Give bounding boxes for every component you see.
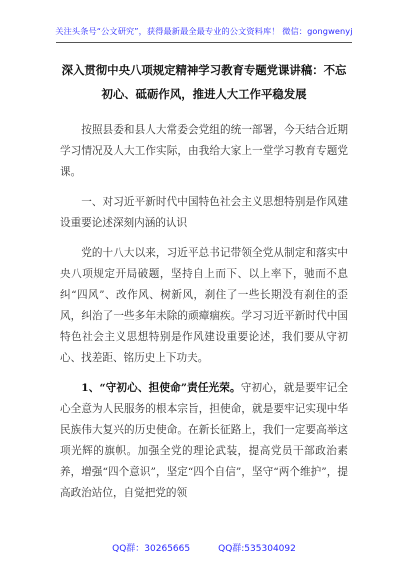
document-body bbox=[60, 58, 348, 504]
title-line-1: 深入贯彻中央八项规定精神学习教育专题党课讲稿：不忘 bbox=[61, 63, 347, 77]
document-title bbox=[60, 58, 348, 106]
header-divider bbox=[56, 42, 352, 43]
footer-qq-group-1: QQ群：30265665 bbox=[112, 544, 191, 554]
paragraph-3-text: 守初心，就是要牢记全心全意为人民服务的根本宗旨，担使命，就是要牢记实现中华民族伟大复兴的历史使命。在新长征路上，我们一定要高举这项光辉的旗帜。加强全党的理论武装，提高党员干部政治素养，增强“四个意识”，坚定“四个自信”，坚守“两个维护”，提高政治站位，自觉把党的领 bbox=[60, 382, 348, 499]
paragraph-3-bold-lead: 1、“守初心、担使命”责任光荣。 bbox=[81, 382, 241, 394]
title-line-2: 初心、砥砺作风，推进人大工作平稳发展 bbox=[101, 87, 307, 101]
footer-qq-groups bbox=[0, 541, 408, 554]
body-paragraph-2: 党的十八大以来，习近平总书记带领全党从制定和落实中央八项规定开局破题，坚持自上而下、以上率下，驰而不息纠“四风”、改作风、树新风，刹住了一些长期没有刹住的歪风，纠治了一些多年未除的顽瘴痼疾。学习习近平新时代中国特色社会主义思想特别是作风建设重要论述，我们要从守初心、找差距、铭历史上下功夫。 bbox=[60, 247, 348, 364]
body-paragraph-3 bbox=[60, 378, 348, 504]
header-promo-note: 关注头条号“公文研究”，获得最新最全最专业的公文资料库！ 微信：gongwenyj bbox=[55, 26, 353, 36]
intro-paragraph: 按照县委和县人大常委会党组的统一部署，今天结合近期学习情况及人大工作实际，由我给大家上一堂学习教育专题党课。 bbox=[60, 124, 348, 178]
section-heading-1: 一、对习近平新时代中国特色社会主义思想特别是作风建设重要论述深刻内涵的认识 bbox=[60, 196, 348, 229]
footer-qq-group-2: QQ群:535304092 bbox=[218, 544, 296, 554]
